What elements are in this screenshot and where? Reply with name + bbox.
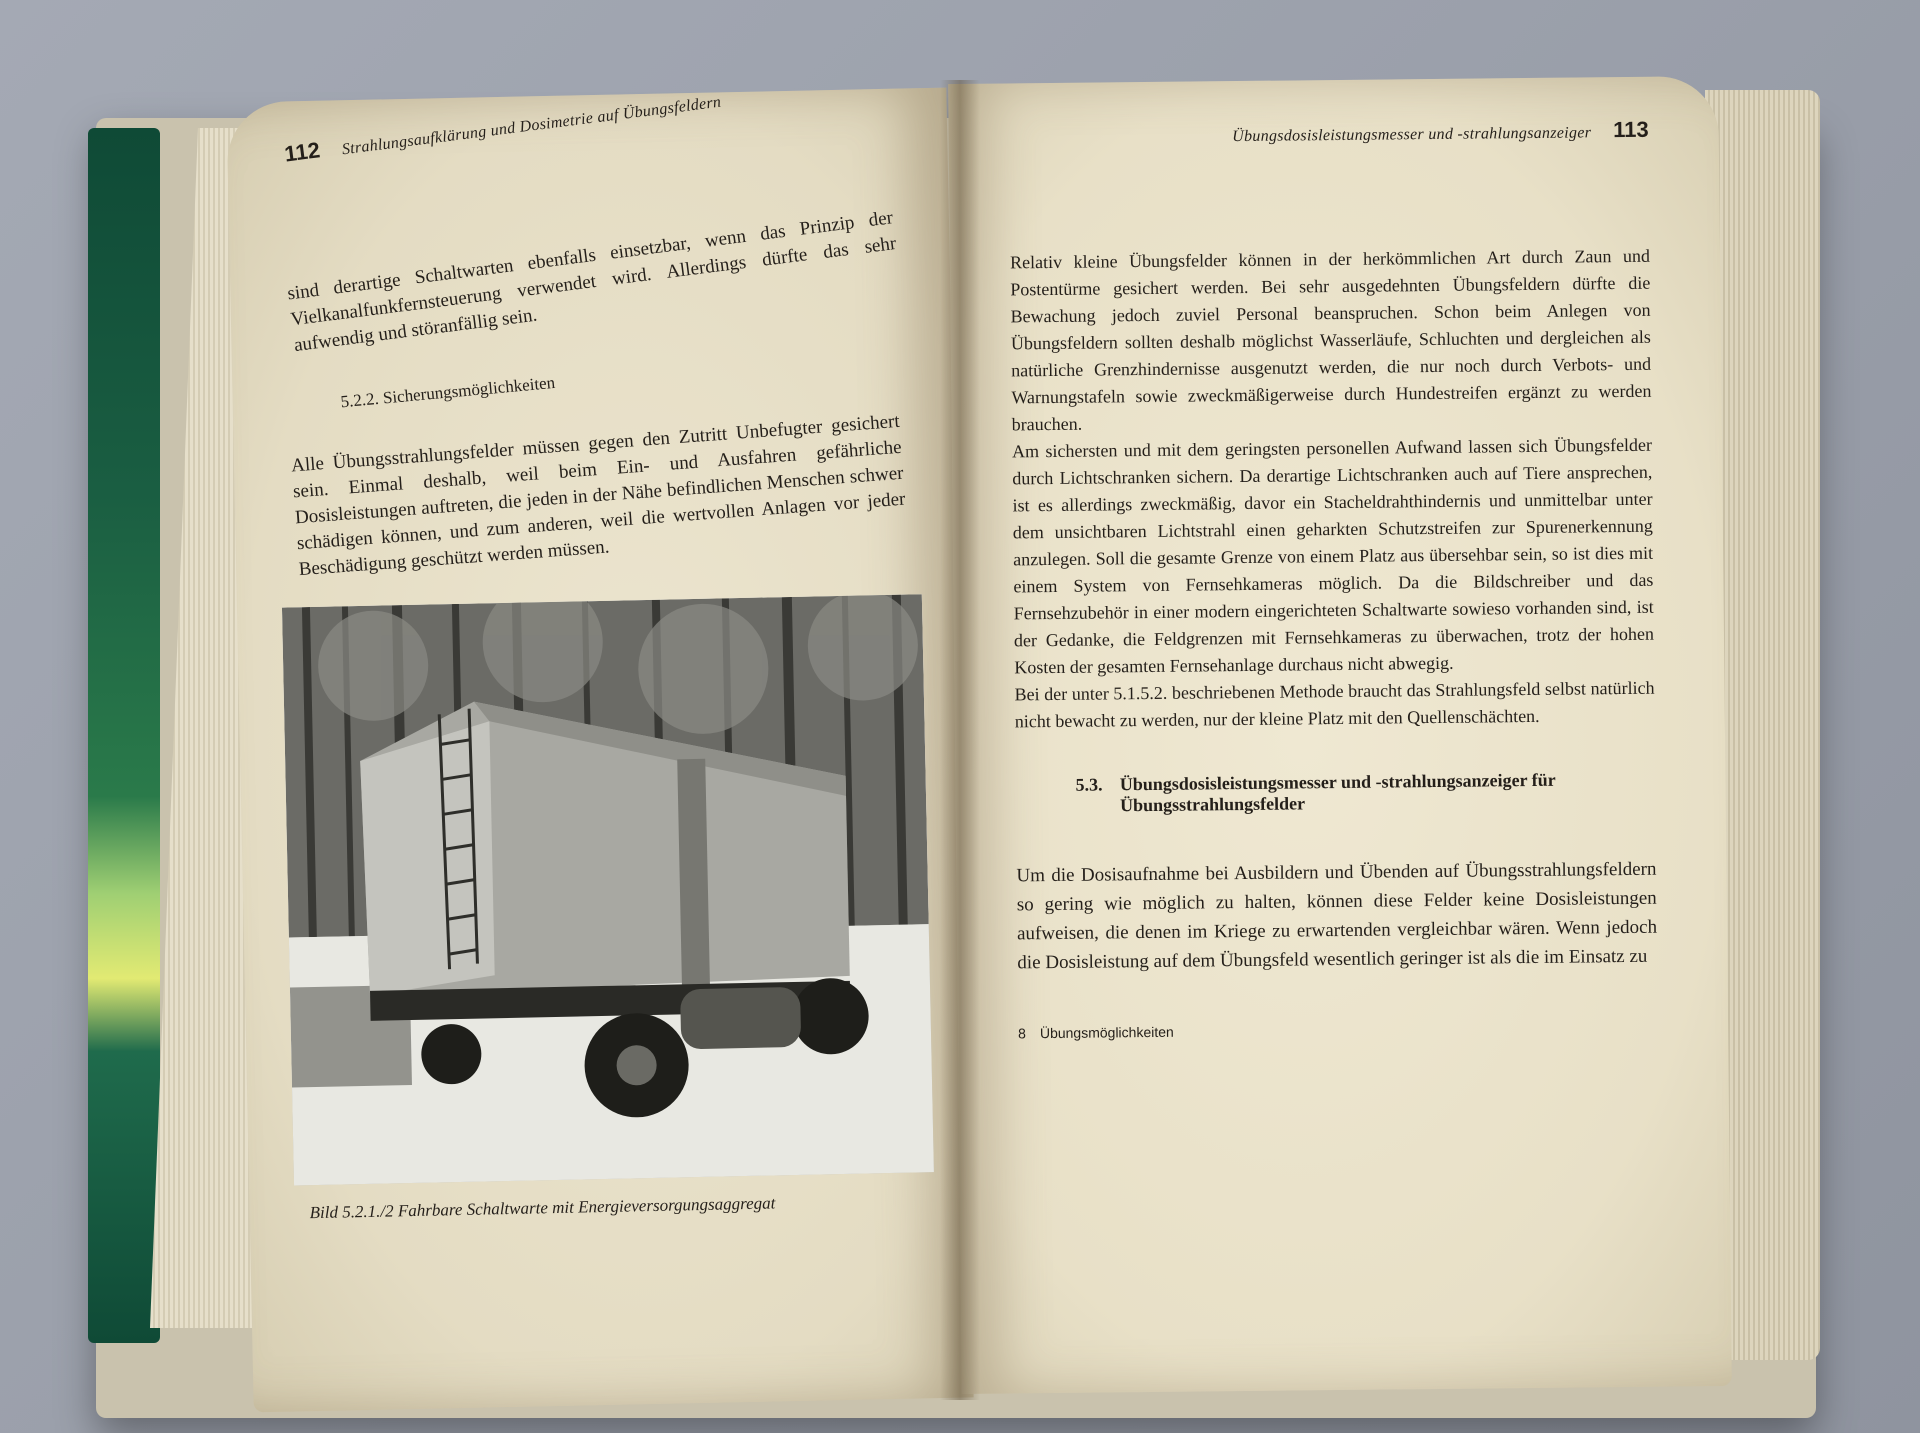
section-title: Übungsdosisleistungsmesser und -strahlungsanzeiger für Übungsstrahlungsfelder <box>1119 769 1556 816</box>
left-running-title: Strahlungsaufklärung und Dosimetrie auf Übungsfeldern <box>340 93 723 159</box>
left-paragraph-2: Alle Übungsstrahlungsfelder müssen gegen den Zutritt Unbefugter gesichert sein. Einmal deshalb, weil beim Ein- und Ausfahren gefährliche Dosisleistungen auftreten, die jeden in der Nähe befindlichen Menschen schwer schädigen können, und zum anderen, weil die wertvollen Anlagen vor jeder Beschädigung geschützt werden müssen. <box>290 410 907 581</box>
signature-text: Übungsmöglichkeiten <box>1039 1023 1174 1042</box>
right-running-title: Übungsdosisleistungsmesser und -strahlungsanzeiger <box>1232 124 1592 146</box>
left-running-head <box>283 65 893 181</box>
right-paragraph-final: Um die Dosisaufnahme bei Ausbildern und Übenden auf Übungsstrahlungsfeldern so gering wie möglich zu halten, können diese Felder keine Dosisleistungen aufweisen, die denen im Kriege zu erwartenden vergleichbar wären. Wenn jedoch die Dosisleistung auf dem Übungsfeld wesentlich geringer ist als die im Einsatz zu <box>1016 858 1658 974</box>
section-number: 5.3. <box>1075 774 1103 795</box>
book-gutter <box>940 80 980 1400</box>
right-paragraphs <box>1010 243 1655 736</box>
book-spine <box>88 128 160 1343</box>
left-paragraph-1: sind derartige Schaltwarten ebenfalls einsetzbar, wenn das Prinzip der Vielkanalfunkfernsteuerung verwendet wird. Allerdings dürfte das sehr aufwendig und störanfällig sein. <box>286 207 898 357</box>
left-page-content <box>283 93 920 1224</box>
right-paragraph-3: Bei der unter 5.1.5.2. beschriebenen Methode braucht das Strahlungsfeld selbst natürlich nicht bewacht zu werden, nur der kleine Platz mit den Quellenschächten. <box>1014 677 1655 732</box>
right-page-content <box>1009 117 1659 1042</box>
right-paragraph-2: Am sichersten und mit dem geringsten personellen Aufwand lassen sich Übungsfelder durch Lichtschranken sichern. Da derartige Lichtschranken auch auf Tiere ansprechen, ist es allerdings zweckmäßig, davor ein Stacheldrahthindernis und unmittelbar unter dem unsichtbaren Lichtstrahl einen geharkten Schutzstreifen zur Spurenerkennung anzulegen. Soll die gesamte Grenze von einem Platz aus übersehbar sein, so ist dies mit einem System von Fernsehkameras möglich. Da die Bildschreiber und das Fernsehzubehör in einer modern eingerichteten Schaltwarte sowieso vorhanden sind, ist der Gedanke, die Feldgrenzen mit Fernsehkameras zu überwachen, trotz der hohen Kosten der gesamten Fernsehanlage durchaus nicht abwegig. <box>1011 434 1655 678</box>
left-page <box>226 88 973 1413</box>
left-page-number: 112 <box>283 137 322 167</box>
right-paragraph-1: Relativ kleine Übungsfelder können in der herkömmlichen Art durch Zaun und Postentürme gesichert werden. Bei sehr ausgedehnten Übungsfeldern dürfte die Bewachung jedoch zuviel Personal beanspruchen. Schon beim Anlegen von Übungsfeldern sollten deshalb möglichst Wasserläufe, Schluchten und dergleichen als natürliche Grenzhindernisse ausgenutzt werden, die nur noch durch Verbots- und Warnungstafeln sowie zweckmäßigerweise durch Hundestreifen ergänzt zu werden brauchen. <box>1009 245 1652 435</box>
right-page <box>948 76 1732 1394</box>
right-final-paragraph-block <box>1016 855 1657 978</box>
photo-caption: Bild 5.2.1./2 Fahrbare Schaltwarte mit Energieversorgungsaggregat <box>309 1193 776 1223</box>
right-running-head <box>1009 117 1649 164</box>
print-signature <box>1018 1019 1658 1042</box>
section-heading <box>1075 769 1655 817</box>
subheading: 5.2.2. Sicherungsmöglichkeiten <box>339 372 556 412</box>
trailer-photo <box>282 594 934 1185</box>
right-page-number: 113 <box>1613 116 1649 143</box>
trailer-photo-image <box>282 594 934 1185</box>
signature-number: 8 <box>1018 1025 1026 1042</box>
